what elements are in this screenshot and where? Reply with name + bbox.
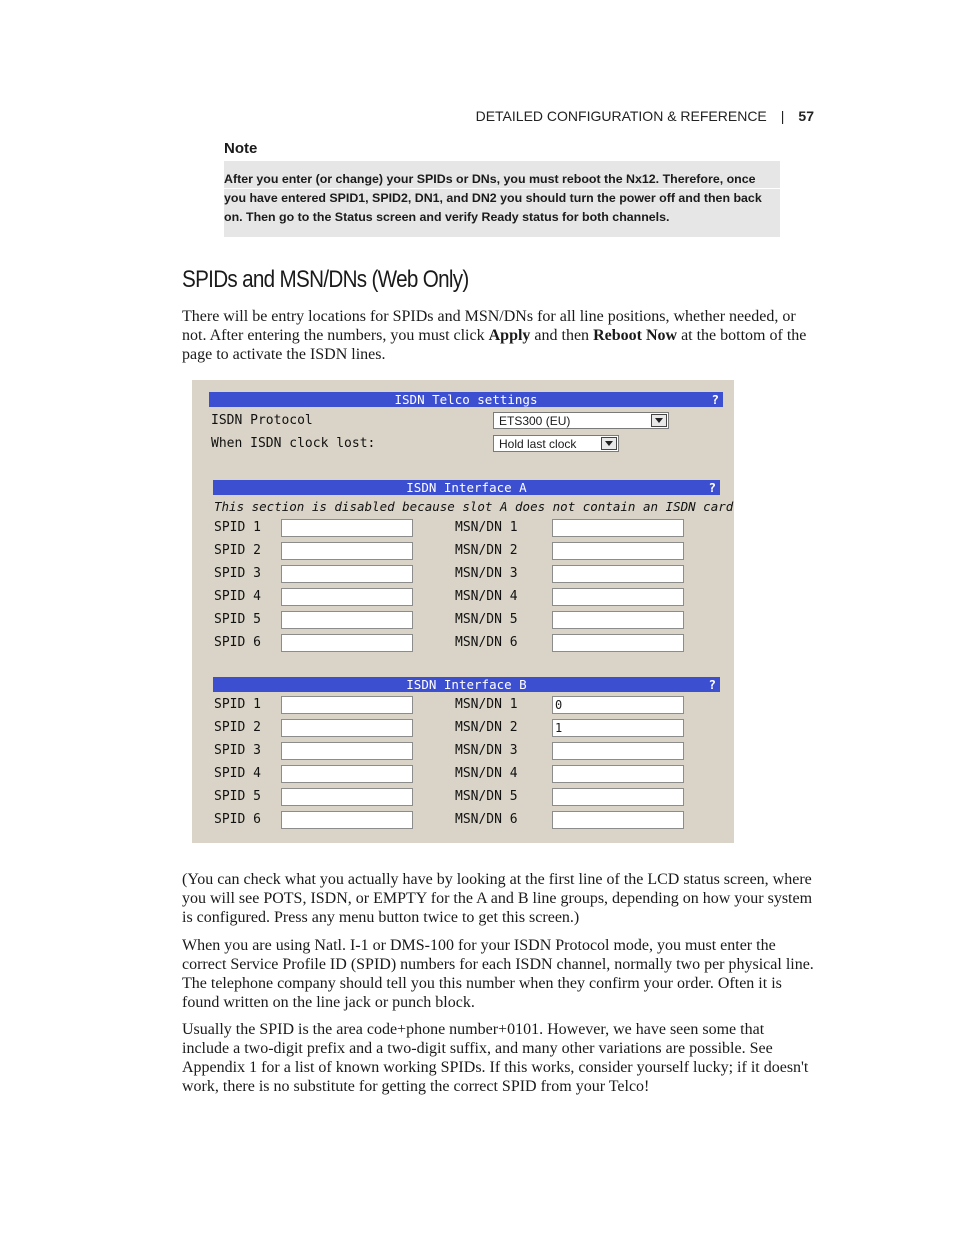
msn-dn-label: MSN/DN 5 [455, 612, 518, 627]
spid-label: SPID 6 [214, 635, 261, 650]
intro-text-b: and then [530, 327, 594, 344]
isdn-protocol-value: ETS300 (EU) [499, 414, 571, 428]
msn-dn-input[interactable]: 1 [552, 719, 684, 737]
body-paragraph-3: Usually the SPID is the area code+phone number+0101. However, we have seen some that include a two-digit prefix and a two-digit suffix, and many other variations are possible. See Appendix 1 for a list of known working SPIDs. If this works, consider yourself lucky; if it doesn't work, there is no substitute for getting the correct SPID from your Telco! [182, 1021, 809, 1095]
note-title: Note [224, 140, 258, 157]
msn-dn-input [552, 542, 684, 560]
intro-reboot-now: Reboot Now [593, 327, 678, 344]
isdn-protocol-label: ISDN Protocol [211, 413, 313, 428]
telco-help-icon[interactable]: ? [711, 392, 719, 407]
note-text: After you enter (or change) your SPIDs or DNs, you must reboot the Nx12. Therefore, once you have entered SPID1, SPID2, DN1, and DN2 you should turn the power off and then back on. Then go to the Status screen and verify Ready status for both channels. [224, 172, 762, 224]
page-number: 57 [798, 108, 814, 124]
msn-dn-label: MSN/DN 1 [455, 520, 518, 535]
intro-text-a: There will be entry locations for SPIDs and MSN/DNs for all line positions, whether needed, or not. After entering the numbers, you must click [182, 308, 796, 344]
body-paragraph-1: (You can check what you actually have by looking at the first line of the LCD status screen, where you will see POTS, ISDN, or EMPTY for the A and B line groups, depending on how your system is configured. Press any menu button twice to get this screen.) [182, 871, 813, 926]
msn-dn-input [552, 634, 684, 652]
spid-label: SPID 6 [214, 812, 261, 827]
msn-dn-input[interactable] [552, 788, 684, 806]
spid-input [281, 542, 413, 560]
msn-dn-label: MSN/DN 4 [455, 589, 518, 604]
msn-dn-input [552, 565, 684, 583]
msn-dn-input [552, 588, 684, 606]
spid-input[interactable] [281, 811, 413, 829]
chevron-down-icon[interactable] [651, 414, 667, 427]
intro-paragraph [182, 307, 814, 364]
msn-dn-label: MSN/DN 3 [455, 566, 518, 581]
msn-dn-label: MSN/DN 2 [455, 543, 518, 558]
note-box [224, 161, 780, 237]
msn-dn-input[interactable] [552, 742, 684, 760]
spid-input [281, 588, 413, 606]
msn-dn-input [552, 611, 684, 629]
interface-a-help-icon[interactable]: ? [708, 480, 716, 495]
clock-lost-value: Hold last clock [499, 437, 577, 451]
spid-input[interactable] [281, 696, 413, 714]
isdn-settings-screenshot [192, 380, 734, 843]
interface-b-bar [213, 677, 720, 692]
msn-dn-label: MSN/DN 5 [455, 789, 518, 804]
spid-input[interactable] [281, 788, 413, 806]
spid-input [281, 565, 413, 583]
spid-input[interactable] [281, 719, 413, 737]
spid-label: SPID 3 [214, 743, 261, 758]
chevron-down-icon[interactable] [601, 437, 617, 450]
spid-label: SPID 1 [214, 697, 261, 712]
spid-input [281, 611, 413, 629]
interface-b-help-icon[interactable]: ? [708, 677, 716, 692]
msn-dn-label: MSN/DN 6 [455, 635, 518, 650]
msn-dn-label: MSN/DN 2 [455, 720, 518, 735]
spid-label: SPID 3 [214, 566, 261, 581]
interface-a-disabled-note: This section is disabled because slot A does not contain an ISDN card [214, 499, 734, 514]
spid-label: SPID 1 [214, 520, 261, 535]
intro-apply: Apply [488, 327, 531, 344]
msn-dn-input[interactable] [552, 765, 684, 783]
spid-input[interactable] [281, 742, 413, 760]
section-title: SPIDs and MSN/DNs (Web Only) [182, 266, 469, 293]
spid-label: SPID 5 [214, 789, 261, 804]
spid-label: SPID 4 [214, 589, 261, 604]
intro-text-c: at the bottom of the page to activate the ISDN lines. [182, 327, 807, 363]
clock-lost-select[interactable] [493, 435, 619, 452]
msn-dn-label: MSN/DN 6 [455, 812, 518, 827]
spid-label: SPID 5 [214, 612, 261, 627]
msn-dn-input[interactable]: 0 [552, 696, 684, 714]
telco-settings-title: ISDN Telco settings [394, 392, 538, 407]
msn-dn-label: MSN/DN 3 [455, 743, 518, 758]
msn-dn-input[interactable] [552, 811, 684, 829]
isdn-protocol-select[interactable] [493, 412, 669, 429]
header-separator: | [780, 108, 785, 124]
clock-lost-label: When ISDN clock lost: [211, 436, 376, 451]
spid-label: SPID 2 [214, 720, 261, 735]
telco-settings-bar [209, 392, 723, 407]
interface-a-bar [213, 480, 720, 495]
interface-a-title: ISDN Interface A [406, 480, 527, 495]
spid-input [281, 519, 413, 537]
msn-dn-input [552, 519, 684, 537]
running-header [476, 108, 814, 124]
spid-input [281, 634, 413, 652]
spid-input[interactable] [281, 765, 413, 783]
body-paragraph-2: When you are using Natl. I-1 or DMS-100 for your ISDN Protocol mode, you must enter the correct Service Profile ID (SPID) numbers for each ISDN channel, normally two per physical line. The telephone company should tell you this number when they confirm your order. Often it is found written on the line jack or punch block. [182, 937, 814, 1011]
interface-b-title: ISDN Interface B [406, 677, 527, 692]
spid-label: SPID 2 [214, 543, 261, 558]
running-title: DETAILED CONFIGURATION & REFERENCE [475, 108, 767, 124]
msn-dn-label: MSN/DN 4 [455, 766, 518, 781]
spid-label: SPID 4 [214, 766, 261, 781]
msn-dn-label: MSN/DN 1 [455, 697, 518, 712]
